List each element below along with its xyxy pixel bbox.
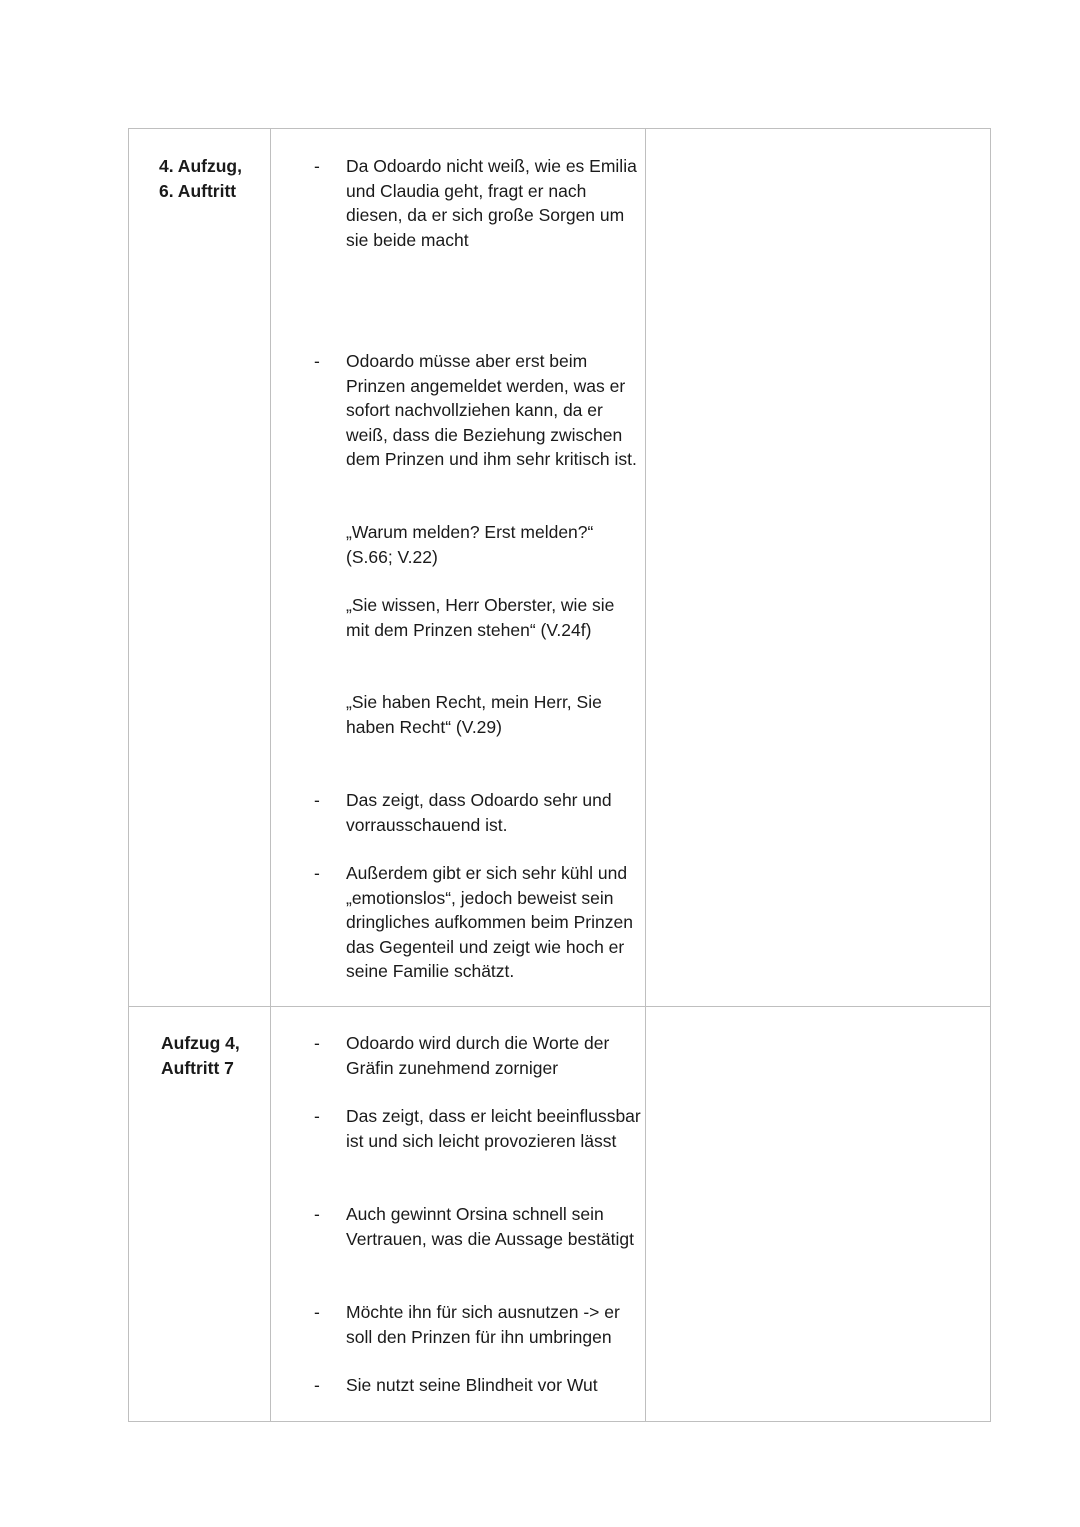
list-item [314, 861, 641, 984]
notes-cell [271, 129, 646, 1007]
note-text: Odoardo müsse aber erst beim Prinzen angemeldet werden, was er sofort nachvollziehen kann, da er weiß, dass die Beziehung zwischen dem Prinzen und ihm sehr kritisch ist. [346, 351, 637, 469]
analysis-table [128, 128, 991, 1422]
scene-label [129, 129, 270, 203]
note-text: Möchte ihn für sich ausnutzen -> er soll den Prinzen für ihn umbringen [346, 1302, 620, 1347]
scene-label-line: 4. Aufzug, [159, 156, 242, 176]
notes-cell [271, 1007, 646, 1422]
list-item [314, 1202, 641, 1251]
list-item [314, 1300, 641, 1349]
note-text: Außerdem gibt er sich sehr kühl und „emotionslos“, jedoch beweist sein dringliches aufkommen beim Prinzen das Gegenteil und zeigt wie hoch er seine Familie schätzt. [346, 863, 633, 981]
list-item [314, 1104, 641, 1153]
scene-label-line: Aufzug 4, [161, 1033, 240, 1053]
scene-label-line: Auftritt 7 [161, 1057, 234, 1078]
bullet-dash: - [314, 1375, 320, 1395]
notes-list [271, 129, 645, 1006]
list-item [314, 1031, 641, 1080]
empty-cell [646, 129, 991, 1007]
bullet-dash: - [314, 1033, 320, 1053]
bullet-dash: - [314, 156, 320, 176]
bullet-dash: - [314, 790, 320, 810]
list-item [314, 349, 641, 472]
bullet-dash: - [314, 351, 320, 371]
scene-label [129, 1007, 270, 1080]
quote-text: „Sie wissen, Herr Oberster, wie sie mit dem Prinzen stehen“ (V.24f) [346, 595, 615, 640]
list-item [314, 154, 641, 252]
quote-text: „Warum melden? Erst melden?“ (S.66; V.22) [346, 522, 594, 567]
scene-cell [129, 1007, 271, 1422]
scene-cell [129, 129, 271, 1007]
note-text: Odoardo wird durch die Worte der Gräfin zunehmend zorniger [346, 1033, 610, 1078]
quote-item [346, 690, 641, 739]
bullet-dash: - [314, 1302, 320, 1322]
quote-text: „Sie haben Recht, mein Herr, Sie haben Recht“ (V.29) [346, 692, 602, 737]
note-text: Auch gewinnt Orsina schnell sein Vertrauen, was die Aussage bestätigt [346, 1204, 634, 1249]
quote-item [346, 520, 641, 569]
bullet-dash: - [314, 1204, 320, 1224]
note-text: Da Odoardo nicht weiß, wie es Emilia und Claudia geht, fragt er nach diesen, da er sich große Sorgen um sie beide macht [346, 156, 637, 250]
quote-item [346, 593, 641, 642]
empty-cell [646, 1007, 991, 1422]
bullet-dash: - [314, 863, 320, 883]
list-item [314, 788, 641, 837]
list-item [314, 1373, 641, 1398]
table-row [129, 1007, 991, 1422]
notes-list [271, 1007, 645, 1421]
note-text: Sie nutzt seine Blindheit vor Wut [346, 1375, 598, 1395]
note-text: Das zeigt, dass er leicht beeinflussbar ist und sich leicht provozieren lässt [346, 1106, 641, 1151]
note-text: Das zeigt, dass Odoardo sehr und vorrausschauend ist. [346, 790, 612, 835]
bullet-dash: - [314, 1106, 320, 1126]
scene-label-line: 6. Auftritt [159, 180, 237, 201]
table-row [129, 129, 991, 1007]
